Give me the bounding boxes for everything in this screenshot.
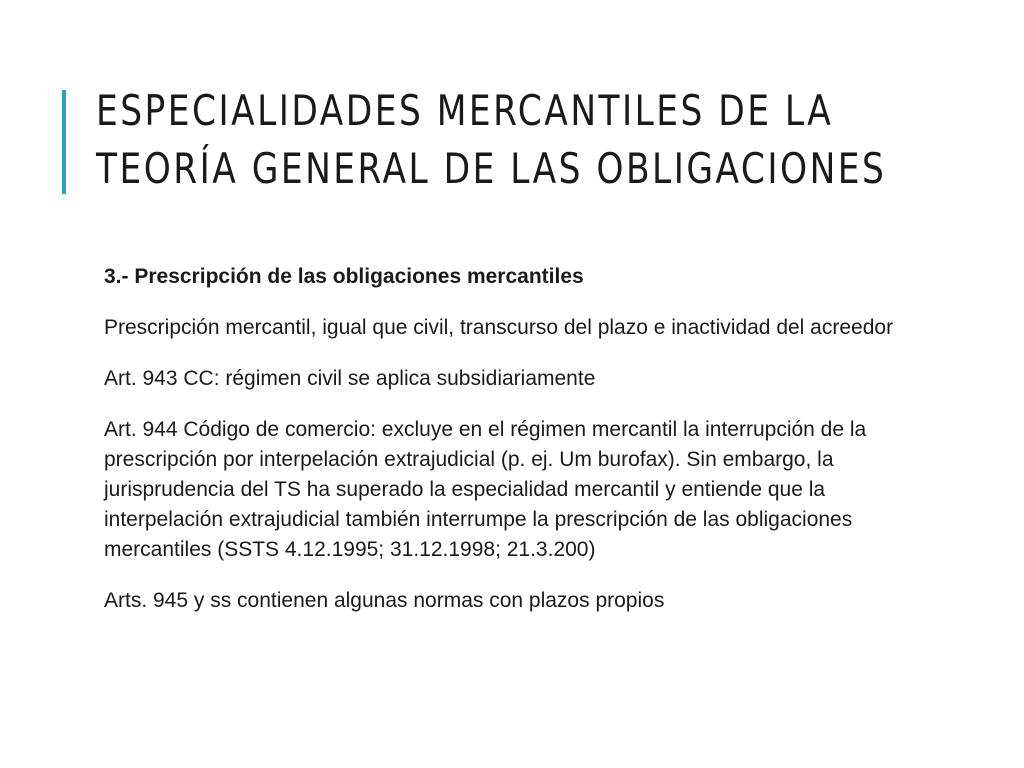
slide-title-line-1: ESPECIALIDADES MERCANTILES DE LA bbox=[96, 86, 834, 135]
section-heading: 3.- Prescripción de las obligaciones mercantiles bbox=[104, 265, 584, 288]
paragraph-prescripcion-mercantil: Prescripción mercantil, igual que civil, transcurso del plazo e inactividad del acreedor bbox=[104, 316, 894, 339]
slide-body bbox=[104, 262, 894, 637]
paragraph-art-943: Art. 943 CC: régimen civil se aplica subsidiariamente bbox=[104, 367, 596, 390]
slide-title bbox=[96, 82, 887, 198]
title-accent-bar bbox=[62, 90, 66, 194]
paragraph-art-945: Arts. 945 y ss contienen algunas normas con plazos propios bbox=[104, 589, 665, 612]
paragraph-art-944: Art. 944 Código de comercio: excluye en el régimen mercantil la interrupción de la prescripción por interpelación extrajudicial (p. ej. Um burofax). Sin embargo, la jurisprudencia del TS ha superado la especialidad mercantil y entiende que la interpelación extrajudicial también interrumpe la prescripción de las obligaciones mercantiles (SSTS 4.12.1995; 31.12.1998; 21.3.200) bbox=[104, 418, 867, 561]
slide-title-line-2: TEORÍA GENERAL DE LAS OBLIGACIONES bbox=[96, 144, 887, 193]
